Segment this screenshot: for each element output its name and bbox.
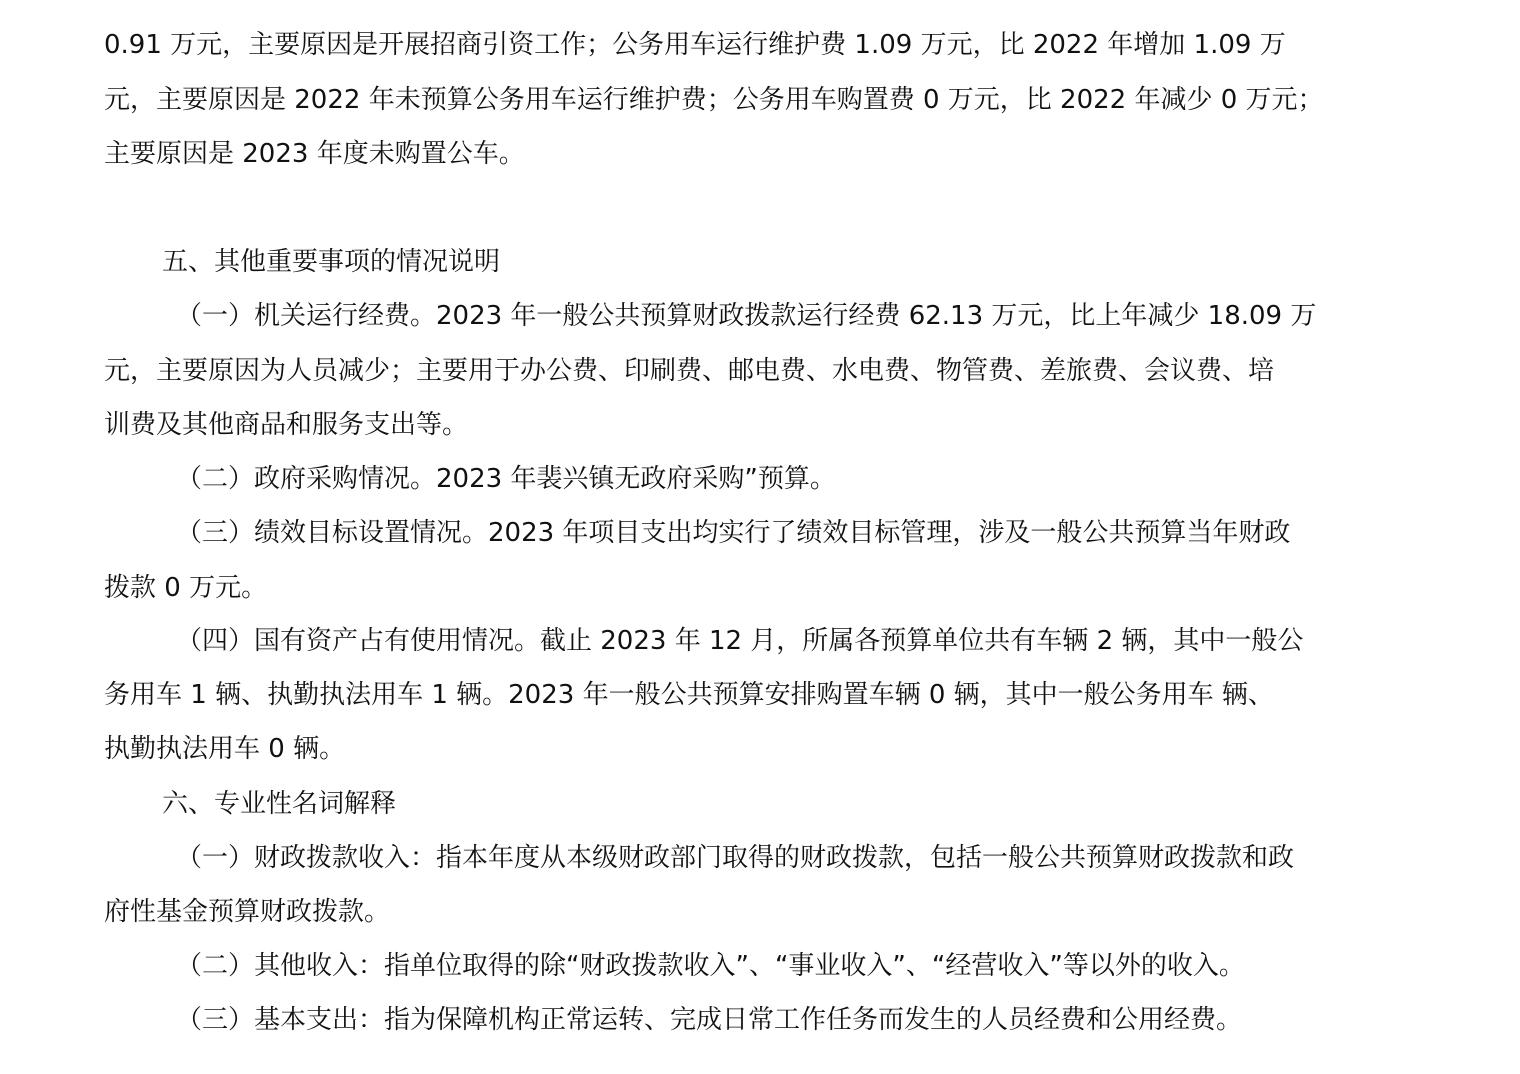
paragraph-line: （一）财政拨款收入：指本年度从本级财政部门取得的财政拨款，包括一般公共预算财政拨款和政: [176, 843, 1295, 873]
paragraph-line: 主要原因是 2023 年度未购置公车。: [104, 139, 525, 169]
paragraph-line: 执勤执法用车 0 辆。: [104, 734, 346, 764]
paragraph-line: （三）绩效目标设置情况。2023 年项目支出均实行了绩效目标管理，涉及一般公共预算当年财政: [176, 518, 1291, 548]
section-heading: 五、其他重要事项的情况说明: [162, 247, 501, 277]
section-heading: 六、专业性名词解释: [162, 789, 397, 819]
paragraph-line: （三）基本支出：指为保障机构正常运转、完成日常工作任务而发生的人员经费和公用经费。: [176, 1005, 1243, 1035]
paragraph-line: （一）机关运行经费。2023 年一般公共预算财政拨款运行经费 62.13 万元，比上年减少 18.09 万: [176, 301, 1317, 331]
paragraph-line: 元，主要原因是 2022 年未预算公务用车运行维护费；公务用车购置费 0 万元，比 2022 年减少 0 万元；: [104, 85, 1324, 115]
paragraph-line: （二）其他收入：指单位取得的除“财政拨款收入”、“事业收入”、“经营收入”等以外的收入。: [176, 951, 1245, 981]
paragraph-line: （四）国有资产占有使用情况。截止 2023 年 12 月，所属各预算单位共有车辆 2 辆，其中一般公: [176, 626, 1304, 656]
paragraph-line: 元，主要原因为人员减少；主要用于办公费、印刷费、邮电费、水电费、物管费、差旅费、会议费、培: [104, 356, 1275, 386]
paragraph-line: 府性基金预算财政拨款。: [104, 897, 391, 927]
paragraph-line: （二）政府采购情况。2023 年裴兴镇无政府采购”预算。: [176, 464, 836, 494]
paragraph-line: 训费及其他商品和服务支出等。: [104, 410, 469, 440]
paragraph-line: 务用车 1 辆、执勤执法用车 1 辆。2023 年一般公共预算安排购置车辆 0 辆，其中一般公务用车 辆、: [104, 680, 1274, 710]
paragraph-line: 0.91 万元，主要原因是开展招商引资工作；公务用车运行维护费 1.09 万元，比 2022 年增加 1.09 万: [104, 30, 1286, 60]
paragraph-line: 拨款 0 万元。: [104, 573, 268, 603]
